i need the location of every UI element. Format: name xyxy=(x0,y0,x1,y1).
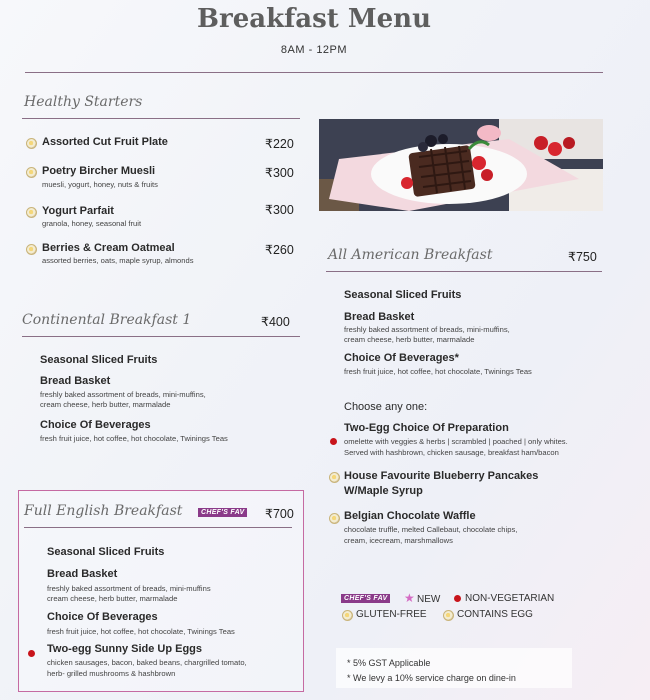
menu-item-description: cream cheese, herb butter, marmalade xyxy=(344,335,475,344)
egg-icon xyxy=(342,610,353,621)
menu-item-name: Belgian Chocolate Waffle xyxy=(344,510,476,522)
menu-item-price: ₹300 xyxy=(265,203,294,217)
non-veg-icon xyxy=(454,595,461,602)
section-price: ₹750 xyxy=(568,250,597,264)
menu-item-description: fresh fruit juice, hot coffee, hot chocolate, Twinings Teas xyxy=(47,627,235,636)
menu-item-description: freshly baked assortment of breads, mini-muffins, xyxy=(40,390,206,399)
waffle-photo xyxy=(319,119,603,211)
menu-item-name: Berries & Cream Oatmeal xyxy=(42,242,175,254)
egg-icon xyxy=(26,138,37,149)
menu-item-name: Choice Of Beverages xyxy=(47,611,158,623)
legend-contains-egg-label: CONTAINS EGG xyxy=(457,609,533,620)
legend-gluten-free-label: GLUTEN-FREE xyxy=(356,609,427,620)
menu-item-description: muesli, yogurt, honey, nuts & fruits xyxy=(42,180,158,189)
egg-icon xyxy=(329,513,340,524)
chefs-fav-badge: CHEF'S FAV xyxy=(198,508,247,517)
menu-item-description: herb- grilled mushrooms & hashbrown xyxy=(47,669,176,678)
egg-icon xyxy=(443,610,454,621)
header-divider xyxy=(25,72,603,73)
section-price: ₹700 xyxy=(265,507,294,521)
menu-item-description: cream, icecream, marshmallows xyxy=(344,536,453,545)
page-title: Breakfast Menu xyxy=(197,4,431,34)
menu-item-price: ₹260 xyxy=(265,243,294,257)
menu-item-name: Bread Basket xyxy=(40,375,111,387)
section-price: ₹400 xyxy=(261,315,290,329)
menu-item-description: assorted berries, oats, maple syrup, almonds xyxy=(42,256,194,265)
menu-item-description: fresh fruit juice, hot coffee, hot chocolate, Twinings Teas xyxy=(40,434,228,443)
healthy-divider xyxy=(22,118,300,119)
star-icon: ★ xyxy=(404,591,415,605)
menu-item-name: House Favourite Blueberry Pancakes xyxy=(344,470,539,482)
gst-note: * 5% GST Applicable xyxy=(347,658,431,668)
non-veg-icon xyxy=(28,650,35,657)
menu-item-name: Seasonal Sliced Fruits xyxy=(40,354,158,366)
continental-divider xyxy=(22,336,300,337)
egg-icon xyxy=(26,207,37,218)
section-title-full-english: Full English Breakfast xyxy=(24,503,183,519)
menu-item-price: ₹220 xyxy=(265,137,294,151)
menu-item-description: freshly baked assortment of breads, mini-muffins xyxy=(47,584,211,593)
menu-item-name: Poetry Bircher Muesli xyxy=(42,165,156,177)
menu-item-name: Choice Of Beverages xyxy=(40,419,151,431)
menu-item-description: omelette with veggies & herbs | scrambled | poached | only whites. xyxy=(344,437,568,446)
menu-item-name: Yogurt Parfait xyxy=(42,205,114,217)
menu-item-name: Seasonal Sliced Fruits xyxy=(344,289,462,301)
english-divider xyxy=(24,527,292,528)
menu-item-description: chicken sausages, bacon, baked beans, chargrilled tomato, xyxy=(47,658,247,667)
menu-item-name: Choice Of Beverages* xyxy=(344,352,459,364)
menu-item-name: Bread Basket xyxy=(344,311,415,323)
egg-icon xyxy=(26,244,37,255)
menu-item-description: Served with hashbrown, chicken sausage, breakfast ham/bacon xyxy=(344,448,559,457)
service-charge-note: * We levy a 10% service charge on dine-in xyxy=(347,673,516,683)
section-title-continental: Continental Breakfast 1 xyxy=(22,312,192,328)
menu-item-description: granola, honey, seasonal fruit xyxy=(42,219,142,228)
menu-item-description: chocolate truffle, melted Callebaut, chocolate chips, xyxy=(344,525,518,534)
egg-icon xyxy=(26,167,37,178)
legend-non-veg-label: NON-VEGETARIAN xyxy=(465,593,555,604)
menu-item-description: cream cheese, herb butter, marmalade xyxy=(47,594,178,603)
menu-item-name: Seasonal Sliced Fruits xyxy=(47,546,165,558)
menu-item-name: Two-Egg Choice Of Preparation xyxy=(344,422,509,434)
serving-hours: 8AM - 12PM xyxy=(280,44,348,56)
egg-icon xyxy=(329,472,340,483)
menu-item-name: Assorted Cut Fruit Plate xyxy=(42,136,168,148)
choose-any-one-label: Choose any one: xyxy=(344,401,428,413)
menu-item-description: fresh fruit juice, hot coffee, hot chocolate, Twinings Teas xyxy=(344,367,532,376)
american-divider xyxy=(326,271,602,272)
menu-item-name-continued: W/Maple Syrup xyxy=(344,485,423,497)
menu-item-name: Two-egg Sunny Side Up Eggs xyxy=(47,643,203,655)
section-title-healthy-starters: Healthy Starters xyxy=(24,94,143,110)
section-title-all-american: All American Breakfast xyxy=(328,247,493,263)
menu-item-description: cream cheese, herb butter, marmalade xyxy=(40,400,171,409)
legend-new-label: NEW xyxy=(417,594,441,605)
menu-item-price: ₹300 xyxy=(265,166,294,180)
legend-chefs-fav-badge: CHEF'S FAV xyxy=(341,594,390,603)
non-veg-icon xyxy=(330,438,337,445)
menu-item-name: Bread Basket xyxy=(47,568,118,580)
menu-item-description: freshly baked assortment of breads, mini-muffins, xyxy=(344,325,510,334)
